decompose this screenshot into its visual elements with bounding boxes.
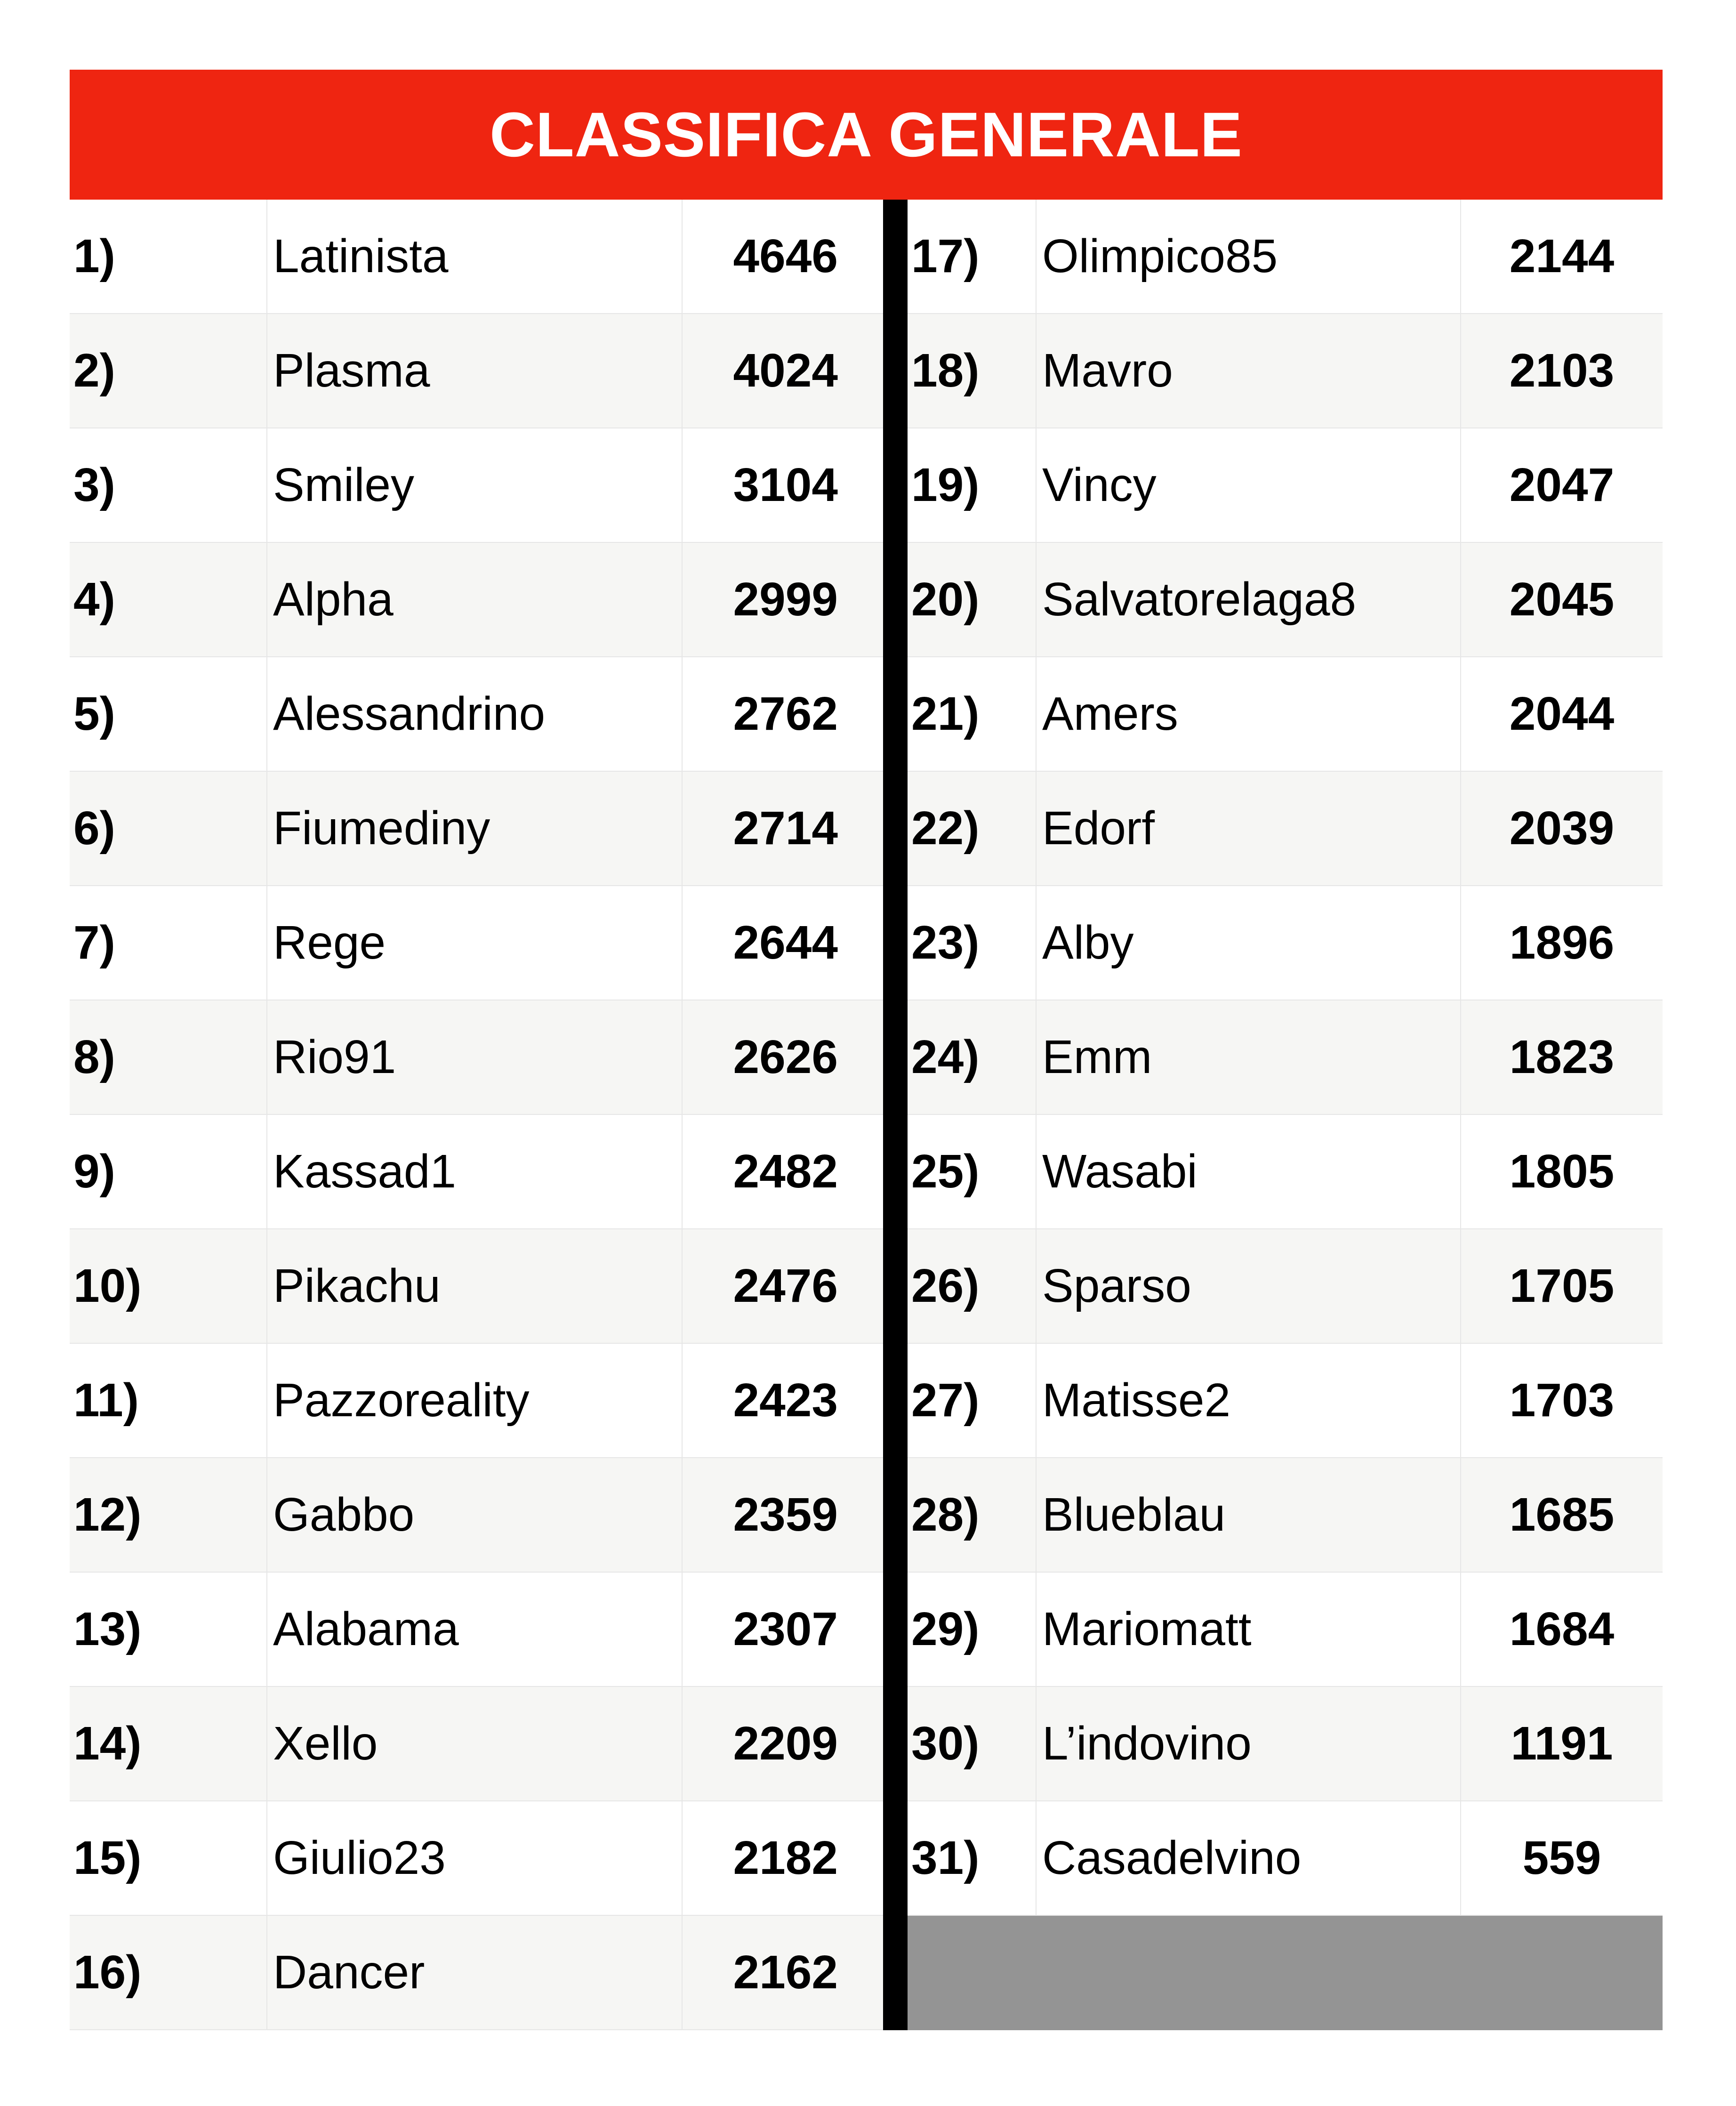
rank-cell: 24) [911,1031,980,1083]
standings-row [70,1458,883,1573]
rank-cell: 12) [73,1488,142,1541]
player-name-cell: Smiley [266,428,682,542]
standings-row [70,1001,883,1115]
standings-row [908,428,1663,543]
score-cell: 2714 [682,772,883,885]
leaderboard-table [70,70,1663,2030]
score-cell: 2162 [682,1916,883,2029]
rank-cell: 13) [73,1603,142,1655]
rank-cell: 31) [911,1832,980,1884]
player-name-cell: L’indovino [1036,1687,1460,1800]
score-cell: 1703 [1460,1344,1663,1457]
standings-row [70,1573,883,1687]
player-name-cell: Gabbo [266,1458,682,1572]
score-cell: 2045 [1460,543,1663,656]
score-cell: 2044 [1460,657,1663,771]
standings-row [70,1115,883,1229]
score-cell: 1684 [1460,1573,1663,1686]
rank-cell: 20) [911,573,980,626]
rank-cell: 25) [911,1145,980,1198]
standings-row [70,772,883,886]
player-name-cell: Kassad1 [266,1115,682,1228]
standings-row [908,1573,1663,1687]
rank-cell: 17) [911,230,980,282]
standings-row [70,314,883,428]
standings-row [908,886,1663,1001]
rank-cell: 29) [911,1603,980,1655]
score-cell: 2762 [682,657,883,771]
player-name-cell: Alabama [266,1573,682,1686]
score-cell: 2482 [682,1115,883,1228]
standings-row [908,1344,1663,1458]
score-cell: 2423 [682,1344,883,1457]
standings-row [70,200,883,314]
player-name-cell: Casadelvino [1036,1801,1460,1915]
empty-cell [908,1916,1663,2030]
score-cell: 1705 [1460,1229,1663,1343]
score-cell: 2626 [682,1001,883,1114]
score-cell: 2359 [682,1458,883,1572]
rank-cell: 26) [911,1259,980,1312]
rank-cell: 10) [73,1259,142,1312]
score-cell: 3104 [682,428,883,542]
standings-row [70,1229,883,1344]
standings-row [70,543,883,657]
player-name-cell: Matisse2 [1036,1344,1460,1457]
score-cell: 1896 [1460,886,1663,1000]
score-cell: 2144 [1460,200,1663,313]
rank-cell: 15) [73,1832,142,1884]
title-banner [70,70,1663,200]
rank-cell: 11) [73,1374,139,1427]
player-name-cell: Blueblau [1036,1458,1460,1572]
rank-cell: 30) [911,1717,980,1770]
score-cell: 4646 [682,200,883,313]
rank-cell: 6) [73,802,115,855]
standings-row [70,1344,883,1458]
player-name-cell: Latinista [266,200,682,313]
player-name-cell: Olimpico85 [1036,200,1460,313]
player-name-cell: Dancer [266,1916,682,2029]
score-cell: 2182 [682,1801,883,1915]
player-name-cell: Amers [1036,657,1460,771]
rank-cell: 18) [911,344,980,397]
rank-cell: 21) [911,687,980,740]
standings-row [908,1458,1663,1573]
rank-cell: 8) [73,1031,115,1083]
player-name-cell: Wasabi [1036,1115,1460,1228]
standings-row [70,886,883,1001]
player-name-cell: Mariomatt [1036,1573,1460,1686]
player-name-cell: Plasma [266,314,682,428]
score-cell: 559 [1460,1801,1663,1915]
rank-cell: 3) [73,459,115,511]
standings-row [70,1687,883,1801]
standings-row [70,657,883,772]
player-name-cell: Alessandrino [266,657,682,771]
player-name-cell: Emm [1036,1001,1460,1114]
rank-cell: 14) [73,1717,142,1770]
score-cell: 2644 [682,886,883,1000]
player-name-cell: Giulio23 [266,1801,682,1915]
standings-row [908,657,1663,772]
page-title: CLASSIFICA GENERALE [490,99,1243,170]
player-name-cell: Alby [1036,886,1460,1000]
standings-row [908,1687,1663,1801]
player-name-cell: Vincy [1036,428,1460,542]
standings-row [908,772,1663,886]
score-cell: 1805 [1460,1115,1663,1228]
standings-row [70,428,883,543]
rank-cell: 9) [73,1145,115,1198]
player-name-cell: Edorf [1036,772,1460,885]
score-cell: 2307 [682,1573,883,1686]
player-name-cell: Alpha [266,543,682,656]
player-name-cell: Rio91 [266,1001,682,1114]
score-cell: 2103 [1460,314,1663,428]
column-divider [883,200,908,2030]
score-cell: 2999 [682,543,883,656]
score-cell: 2039 [1460,772,1663,885]
player-name-cell: Pazzoreality [266,1344,682,1457]
player-name-cell: Pikachu [266,1229,682,1343]
standings-row [908,1801,1663,1916]
score-cell: 1823 [1460,1001,1663,1114]
standings-row [908,543,1663,657]
player-name-cell: Fiumediny [266,772,682,885]
rank-cell: 19) [911,459,980,511]
rank-cell: 27) [911,1374,980,1427]
player-name-cell: Rege [266,886,682,1000]
standings-row [908,1229,1663,1344]
rank-cell: 7) [73,916,115,969]
rank-cell: 16) [73,1946,142,1999]
rank-cell: 28) [911,1488,980,1541]
score-cell: 2476 [682,1229,883,1343]
rank-cell: 23) [911,916,980,969]
standings-row [908,200,1663,314]
player-name-cell: Salvatorelaga8 [1036,543,1460,656]
player-name-cell: Mavro [1036,314,1460,428]
score-cell: 2047 [1460,428,1663,542]
score-cell: 4024 [682,314,883,428]
score-cell: 2209 [682,1687,883,1800]
rank-cell: 4) [73,573,115,626]
standings-row [908,314,1663,428]
score-cell: 1191 [1460,1687,1663,1800]
standings-row [70,1801,883,1916]
rank-cell: 1) [73,230,115,282]
standings-row [908,1115,1663,1229]
standings-column-right [908,200,1663,2030]
player-name-cell: Sparso [1036,1229,1460,1343]
standings-row [908,1001,1663,1115]
rank-cell: 2) [73,344,115,397]
standings-row [70,1916,883,2030]
score-cell: 1685 [1460,1458,1663,1572]
player-name-cell: Xello [266,1687,682,1800]
rank-cell: 22) [911,802,980,855]
standings-column-left [70,200,883,2030]
rank-cell: 5) [73,687,115,740]
